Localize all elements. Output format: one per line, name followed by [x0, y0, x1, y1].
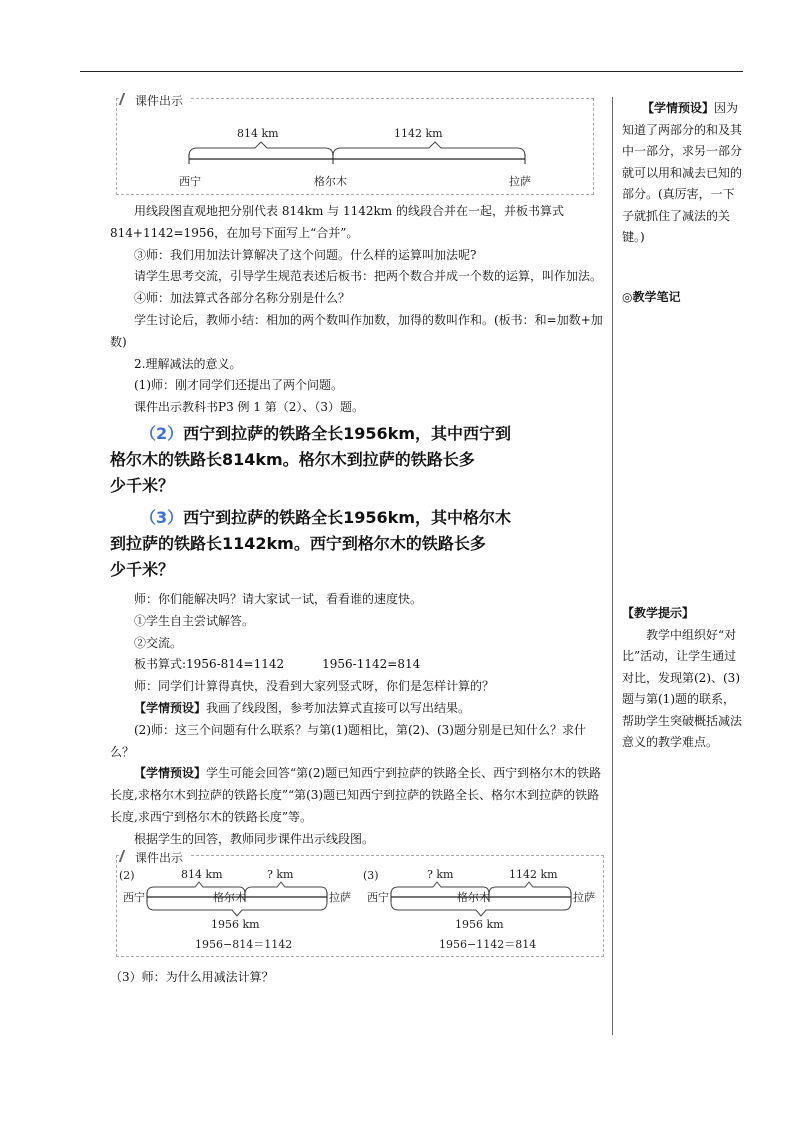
para-3: 请学生思考交流，引导学生规范表述后板书：把两个数合并成一个数的运算，叫作加法。: [134, 269, 603, 284]
right-equation: 1956−1142＝814: [439, 937, 537, 951]
sidebar-title-1: 【学情预设】: [642, 101, 715, 115]
left-top-right-label: ? km: [267, 867, 294, 881]
problem-2-line-1: 西宁到拉萨的铁路全长1956km，其中西宁到: [183, 423, 511, 443]
problem-3: [110, 505, 605, 583]
equation-1: 板书算式:1956-814=1142: [134, 657, 285, 672]
city-lhasa: 拉萨: [509, 175, 531, 188]
sidebar-note-1: [622, 98, 746, 249]
problem-3-number: （3）: [140, 507, 184, 527]
para-7: (1)师：刚才同学们还提出了两个问题。: [134, 378, 343, 393]
para-6: 2.理解减法的意义。: [134, 356, 242, 371]
courseware-tag: 课件出示: [119, 91, 189, 113]
sidebar-first-char: 因: [714, 101, 727, 115]
courseware-tag-2: 课件出示: [119, 848, 189, 870]
segment-diagram-2: [117, 856, 603, 956]
problem-3-line-1: 西宁到拉萨的铁路全长1956km，其中格尔木: [183, 507, 511, 527]
left-bottom-label: 1956 km: [211, 917, 260, 931]
city-xining: 西宁: [179, 175, 201, 188]
right-number: (3): [363, 868, 379, 882]
sidebar-title-3: 【教学提示】: [622, 606, 695, 620]
para-14: [110, 698, 605, 720]
left-city-b: 格尔木: [213, 890, 246, 904]
courseware-box-2: [116, 850, 604, 957]
label-814: 814 km: [237, 127, 279, 140]
problem-3-line-3: 少千米？: [110, 559, 175, 579]
main-column: [110, 94, 605, 988]
label-1142: 1142 km: [394, 127, 443, 140]
left-equation: 1956−814＝1142: [195, 937, 293, 951]
segment-diagram-1: [117, 99, 593, 194]
right-top-right-label: 1142 km: [509, 867, 558, 881]
para-8: 课件出示教科书P3 例 1 第（2）、（3）题。: [134, 400, 365, 415]
right-city-a: 西宁: [367, 890, 389, 904]
note-tag-1: 【学情预设】: [134, 700, 207, 715]
sidebar-notes-heading: [622, 287, 746, 309]
brace-left: [189, 142, 333, 156]
left-brace-bottom: [147, 902, 327, 916]
column-divider: [612, 97, 613, 1035]
note-text-1: 我画了线段图，参考加法算式直接可以写出结果。: [206, 700, 471, 715]
para-12: [110, 654, 605, 676]
sidebar-text-1: 为知道了两部分的和及其中一部分，求另一部分就可以用和减去已知的部分。(真厉害，一下子就抓住了减法的关键。): [622, 101, 743, 244]
para-13: 师：同学们计算得真快，没看到大家列竖式呀，你们是怎样计算的？: [134, 679, 495, 694]
left-city-a: 西宁: [123, 890, 145, 904]
right-brace-2: [489, 882, 571, 894]
para-10: ①学生自主尝试解答。: [134, 613, 255, 628]
courseware-box-1: [116, 94, 594, 195]
brace-right: [333, 142, 525, 156]
para-9: 师：你们能解决吗？请大家试一试，看看谁的速度快。: [134, 591, 423, 606]
para-15: (2)师：这三个问题有什么联系？与第(1)题相比，第(2)、(3)题分别是已知什么？求什么？: [110, 722, 586, 759]
right-brace-bottom: [391, 902, 571, 916]
right-city-c: 拉萨: [573, 890, 595, 904]
para-11: ②交流。: [134, 635, 183, 650]
left-top-left-label: 814 km: [181, 867, 223, 881]
problem-2-line-2: 格尔木的铁路长814km。格尔木到拉萨的铁路长多: [110, 449, 475, 469]
right-city-b: 格尔木: [457, 890, 490, 904]
para-18: （3）师：为什么用减法计算？: [110, 969, 274, 984]
para-1: 用线段图直观地把分别代表 814km 与 1142km 的线段合并在一起，并板书算式 814+1142=1956，在加号下面写上“合并”。: [110, 204, 565, 240]
note-tag-2: 【学情预设】: [134, 766, 207, 781]
left-number: (2): [119, 868, 135, 882]
para-2: ③师：我们用加法计算解决了这个问题。什么样的运算叫加法呢?: [134, 247, 477, 262]
left-brace-2: [245, 882, 327, 894]
right-top-left-label: ? km: [427, 867, 454, 881]
sidebar-note-3: [622, 603, 746, 754]
sidebar-title-2: ◎教学笔记: [622, 290, 681, 304]
para-4: ④师：加法算式各部分名称分别是什么？: [134, 291, 351, 306]
problem-2-line-3: 少千米？: [110, 475, 175, 495]
city-golmud: 格尔木: [314, 175, 347, 188]
right-bottom-label: 1956 km: [455, 917, 504, 931]
para-17: 根据学生的回答，教师同步课件出示线段图。: [134, 831, 375, 846]
header-rule: [80, 71, 743, 72]
problem-3-line-2: 到拉萨的铁路长1142km。西宁到格尔木的铁路长多: [110, 533, 486, 553]
note-text-2: 学生可能会回答“第(2)题已知西宁到拉萨的铁路全长、西宁到格尔木的铁路长度,求格尔木到拉萨的铁路长度”“第(3)题已知西宁到拉萨的铁路全长、格尔木到拉萨的铁路长度,求西宁到格尔木的铁路长度”等。: [110, 766, 602, 824]
para-5: 学生讨论后，教师小结：相加的两个数叫作加数，加得的数叫作和。(板书：和=加数+加数): [110, 312, 603, 349]
equation-2: 1956-1142=814: [322, 657, 421, 672]
sidebar-text-3: 教学中组织好“对比”活动，让学生通过对比，发现第(2)、(3)题与第(1)题的联系，帮助学生突破概括减法意义的教学难点。: [622, 627, 743, 749]
left-city-c: 拉萨: [329, 890, 351, 904]
para-16: [110, 763, 605, 828]
problem-2-number: （2）: [140, 423, 184, 443]
problem-2: [110, 421, 605, 499]
